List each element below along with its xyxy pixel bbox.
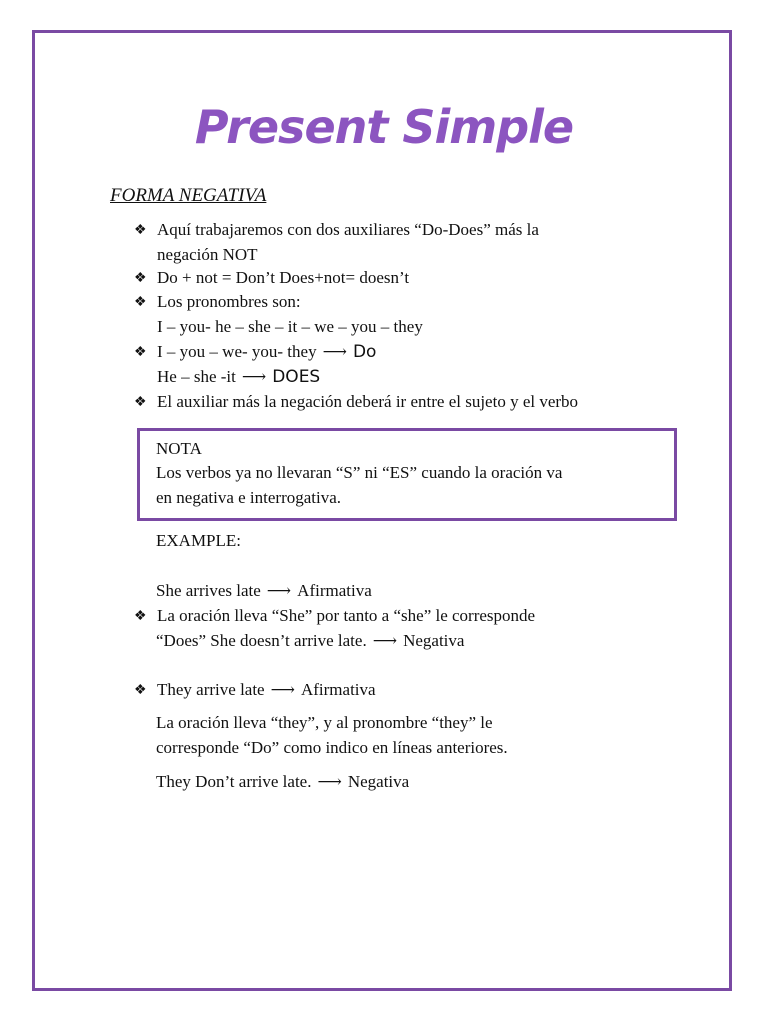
bullet-icon: ❖: [134, 395, 147, 410]
example-sentence: She arrives late: [156, 581, 261, 600]
example-label: Afirmativa: [300, 680, 376, 699]
text-line: [157, 367, 320, 387]
text-line: [157, 342, 376, 362]
note-text: en negativa e interrogativa.: [156, 488, 342, 507]
example-line: [156, 631, 464, 651]
example-heading: EXAMPLE:: [156, 531, 241, 550]
text-line: Do + not = Don’t Does+not= doesn’t: [157, 268, 410, 287]
section-heading: FORMA NEGATIVA: [110, 185, 267, 206]
arrow-icon: ⟶: [372, 631, 398, 650]
arrow-icon: ⟶: [317, 772, 342, 791]
note-text: Los verbos ya no llevaran “S” ni “ES” cuando la oración va: [156, 463, 563, 482]
example-sentence: “Does” She doesn’t arrive late.: [156, 631, 367, 650]
example-sentence: They Don’t arrive late.: [156, 772, 312, 791]
example-line: [156, 772, 409, 792]
text-line: Los pronombres son:: [157, 292, 301, 311]
example-line: [157, 680, 376, 700]
bullet-icon: ❖: [134, 345, 147, 360]
example-sentence: They arrive late: [157, 680, 265, 699]
example-line: corresponde “Do” como indico en líneas anteriores.: [156, 738, 508, 757]
example-line: [156, 581, 372, 601]
pronoun-list: He – she -it: [157, 367, 236, 386]
bullet-icon: ❖: [134, 271, 147, 286]
bullet-icon: ❖: [134, 223, 147, 238]
bullet-icon: ❖: [134, 683, 147, 698]
bullet-icon: ❖: [134, 609, 147, 624]
example-label: Negativa: [347, 772, 410, 791]
text-line: Aquí trabajaremos con dos auxiliares “Do-Does” más la: [157, 220, 539, 239]
text-line: I – you- he – she – it – we – you – they: [157, 317, 423, 336]
example-line: La oración lleva “they”, y al pronombre “they” le: [156, 713, 493, 732]
example-label: Afirmativa: [297, 581, 372, 600]
auxiliary-do: Do: [352, 342, 377, 362]
auxiliary-does: DOES: [272, 367, 321, 387]
arrow-icon: ⟶: [270, 680, 295, 699]
page-title: Present Simple: [194, 100, 574, 154]
arrow-icon: ⟶: [241, 367, 267, 386]
example-line: La oración lleva “She” por tanto a “she” le corresponde: [157, 606, 536, 625]
example-label: Negativa: [403, 631, 465, 650]
bullet-icon: ❖: [134, 295, 147, 310]
pronoun-list: I – you – we- you- they: [157, 342, 317, 361]
note-heading: NOTA: [156, 439, 202, 458]
text-line: negación NOT: [157, 245, 258, 264]
text-line: El auxiliar más la negación deberá ir entre el sujeto y el verbo: [157, 392, 579, 411]
arrow-icon: ⟶: [322, 342, 347, 361]
arrow-icon: ⟶: [266, 581, 292, 600]
